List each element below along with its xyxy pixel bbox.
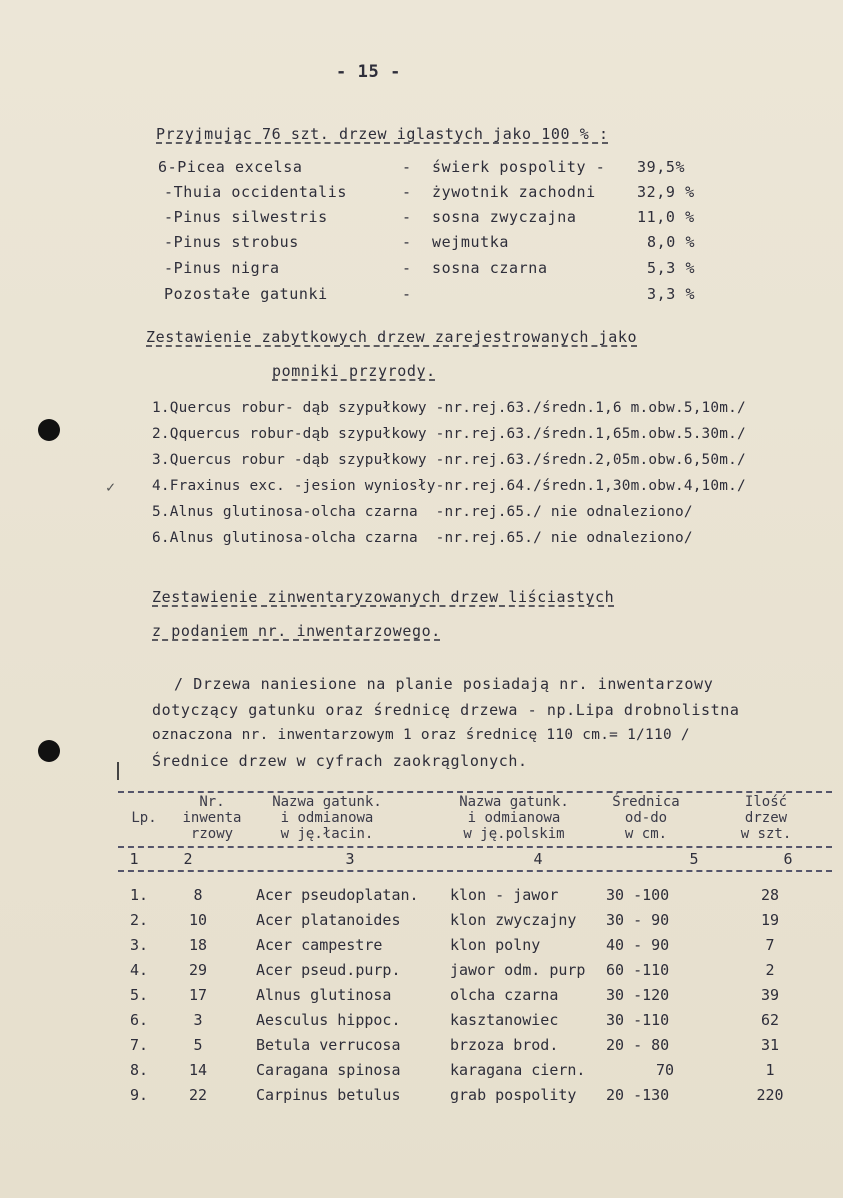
conifer-polish: sosna czarna bbox=[432, 259, 548, 277]
header-polish-name: Nazwa gatunk. i odmianowa w ję.polskim bbox=[459, 794, 569, 842]
header-lp: Lp. bbox=[131, 810, 157, 826]
cell-diameter: 40 - 90 bbox=[606, 936, 670, 954]
cell-qty: 7 bbox=[765, 936, 775, 954]
monuments-heading-line1: Zestawienie zabytkowych drzew zarejestrowanych jako bbox=[146, 328, 638, 346]
conifer-latin: -Pinus strobus bbox=[164, 233, 299, 251]
note-line: dotyczący gatunku oraz średnicę drzewa - np.Lipa drobnolistna bbox=[152, 701, 740, 719]
cell-latin: Carpinus betulus bbox=[256, 1086, 401, 1104]
cell-polish: grab pospolity bbox=[450, 1086, 577, 1104]
conifer-dash: - bbox=[402, 158, 412, 176]
column-number-rule bbox=[118, 870, 832, 872]
header-inventory-no: Nr. inwenta rzowy bbox=[182, 794, 242, 842]
monuments-heading-line2: pomniki przyrody. bbox=[272, 362, 436, 380]
cell-latin: Alnus glutinosa bbox=[256, 986, 392, 1004]
monument-row: 2.Qquercus robur-dąb szypułkowy -nr.rej.63./średn.1,65m.obw.5.30m./ bbox=[152, 426, 746, 442]
cell-lp: 2. bbox=[130, 911, 149, 929]
deciduous-heading-line1: Zestawienie zinwentaryzowanych drzew liściastych bbox=[152, 588, 615, 606]
punch-hole-bottom bbox=[38, 740, 60, 762]
cell-polish: klon polny bbox=[450, 936, 541, 954]
cell-lp: 9. bbox=[130, 1086, 149, 1104]
cell-nr: 22 bbox=[188, 1086, 208, 1104]
column-number: 1 bbox=[129, 850, 139, 868]
cell-latin: Betula verrucosa bbox=[256, 1036, 401, 1054]
cell-lp: 3. bbox=[130, 936, 149, 954]
cell-qty: 28 bbox=[760, 886, 780, 904]
cell-polish: klon zwyczajny bbox=[450, 911, 577, 929]
punch-hole-top bbox=[38, 419, 60, 441]
column-number: 3 bbox=[345, 850, 355, 868]
conifer-latin: Pozostałe gatunki bbox=[164, 285, 328, 303]
cell-diameter: 20 - 80 bbox=[606, 1036, 670, 1054]
cell-qty: 19 bbox=[760, 911, 780, 929]
cell-nr: 17 bbox=[188, 986, 208, 1004]
cell-lp: 4. bbox=[130, 961, 149, 979]
conifer-pct: 11,0 % bbox=[637, 208, 695, 226]
cell-latin: Acer campestre bbox=[256, 936, 383, 954]
cell-polish: olcha czarna bbox=[450, 986, 559, 1004]
cell-nr: 3 bbox=[193, 1011, 203, 1029]
monument-row: 3.Quercus robur -dąb szypułkowy -nr.rej.63./średn.2,05m.obw.6,50m./ bbox=[152, 452, 746, 468]
cell-polish: karagana ciern. bbox=[450, 1061, 586, 1079]
cell-nr: 14 bbox=[188, 1061, 208, 1079]
margin-tick bbox=[117, 762, 119, 780]
conifer-pct: 3,3 % bbox=[647, 285, 696, 303]
cell-nr: 5 bbox=[193, 1036, 203, 1054]
conifer-pct: 8,0 % bbox=[647, 233, 696, 251]
cell-lp: 8. bbox=[130, 1061, 149, 1079]
column-number: 6 bbox=[783, 850, 793, 868]
conifer-dash: - bbox=[402, 183, 412, 201]
conifer-latin: -Pinus nigra bbox=[164, 259, 280, 277]
cell-nr: 18 bbox=[188, 936, 208, 954]
conifer-latin: -Pinus silwestris bbox=[164, 208, 328, 226]
conifer-polish: wejmutka bbox=[432, 233, 510, 251]
conifer-pct: 39,5% bbox=[637, 158, 686, 176]
monument-row: 5.Alnus glutinosa-olcha czarna -nr.rej.65./ nie odnaleziono/ bbox=[152, 504, 693, 520]
note-line: / Drzewa naniesione na planie posiadają nr. inwentarzowy bbox=[174, 675, 714, 693]
column-number: 4 bbox=[533, 850, 543, 868]
cell-diameter: 30 -100 bbox=[606, 886, 670, 904]
conifer-polish: sosna zwyczajna bbox=[432, 208, 577, 226]
column-number: 5 bbox=[689, 850, 699, 868]
column-number: 2 bbox=[183, 850, 193, 868]
cell-nr: 10 bbox=[188, 911, 208, 929]
note-line: Średnice drzew w cyfrach zaokrąglonych. bbox=[152, 752, 528, 770]
cell-qty: 2 bbox=[765, 961, 775, 979]
cell-latin: Aesculus hippoc. bbox=[256, 1011, 401, 1029]
page-number: - 15 - bbox=[336, 62, 402, 82]
cell-qty: 220 bbox=[756, 1086, 784, 1104]
conifer-pct: 32,9 % bbox=[637, 183, 695, 201]
cell-lp: 7. bbox=[130, 1036, 149, 1054]
cell-diameter: 30 -110 bbox=[606, 1011, 670, 1029]
cell-diameter: 30 -120 bbox=[606, 986, 670, 1004]
cell-latin: Caragana spinosa bbox=[256, 1061, 401, 1079]
cell-diameter: 20 -130 bbox=[606, 1086, 670, 1104]
cell-polish: kasztanowiec bbox=[450, 1011, 559, 1029]
conifer-dash: - bbox=[402, 208, 412, 226]
monument-row: 4.Fraxinus exc. -jesion wyniosły-nr.rej.64./średn.1,30m.obw.4,10m./ bbox=[152, 478, 746, 494]
conifers-heading: Przyjmując 76 szt. drzew iglastych jako 100 % : bbox=[156, 125, 609, 143]
header-diameter: Średnica od-do w cm. bbox=[612, 794, 680, 842]
header-bottom-rule bbox=[118, 846, 832, 848]
cell-nr: 29 bbox=[188, 961, 208, 979]
table-top-rule bbox=[118, 791, 832, 793]
cell-diameter: 30 - 90 bbox=[606, 911, 670, 929]
cell-diameter: 60 -110 bbox=[606, 961, 670, 979]
cell-nr: 8 bbox=[193, 886, 203, 904]
cell-latin: Acer pseudoplatan. bbox=[256, 886, 419, 904]
cell-qty: 62 bbox=[760, 1011, 780, 1029]
conifer-polish: żywotnik zachodni bbox=[432, 183, 596, 201]
monument-row: 6.Alnus glutinosa-olcha czarna -nr.rej.65./ nie odnaleziono/ bbox=[152, 530, 693, 546]
cell-lp: 6. bbox=[130, 1011, 149, 1029]
header-latin-name: Nazwa gatunk. i odmianowa w ję.łacin. bbox=[272, 794, 382, 842]
cell-qty: 39 bbox=[760, 986, 780, 1004]
monument-row: 1.Quercus robur- dąb szypułkowy -nr.rej.63./średn.1,6 m.obw.5,10m./ bbox=[152, 400, 746, 416]
conifer-dash: - bbox=[402, 259, 412, 277]
conifer-latin: -Thuia occidentalis bbox=[164, 183, 347, 201]
cell-lp: 1. bbox=[130, 886, 149, 904]
cell-diameter: 70 bbox=[656, 1061, 675, 1079]
cell-polish: klon - jawor bbox=[450, 886, 559, 904]
checkmark-annotation: ✓ bbox=[106, 478, 116, 496]
cell-polish: brzoza brod. bbox=[450, 1036, 559, 1054]
cell-latin: Acer platanoides bbox=[256, 911, 401, 929]
cell-qty: 31 bbox=[760, 1036, 780, 1054]
cell-lp: 5. bbox=[130, 986, 149, 1004]
conifer-pct: 5,3 % bbox=[647, 259, 696, 277]
conifer-dash: - bbox=[402, 233, 412, 251]
header-quantity: Ilość drzew w szt. bbox=[740, 794, 792, 842]
note-line: oznaczona nr. inwentarzowym 1 oraz średnicę 110 cm.= 1/110 / bbox=[152, 727, 690, 743]
conifer-latin: 6-Picea excelsa bbox=[158, 158, 303, 176]
cell-polish: jawor odm. purp bbox=[450, 961, 586, 979]
deciduous-heading-line2: z podaniem nr. inwentarzowego. bbox=[152, 622, 441, 640]
cell-latin: Acer pseud.purp. bbox=[256, 961, 401, 979]
conifer-polish: świerk pospolity - bbox=[432, 158, 606, 176]
cell-qty: 1 bbox=[765, 1061, 775, 1079]
conifer-dash: - bbox=[402, 285, 412, 303]
